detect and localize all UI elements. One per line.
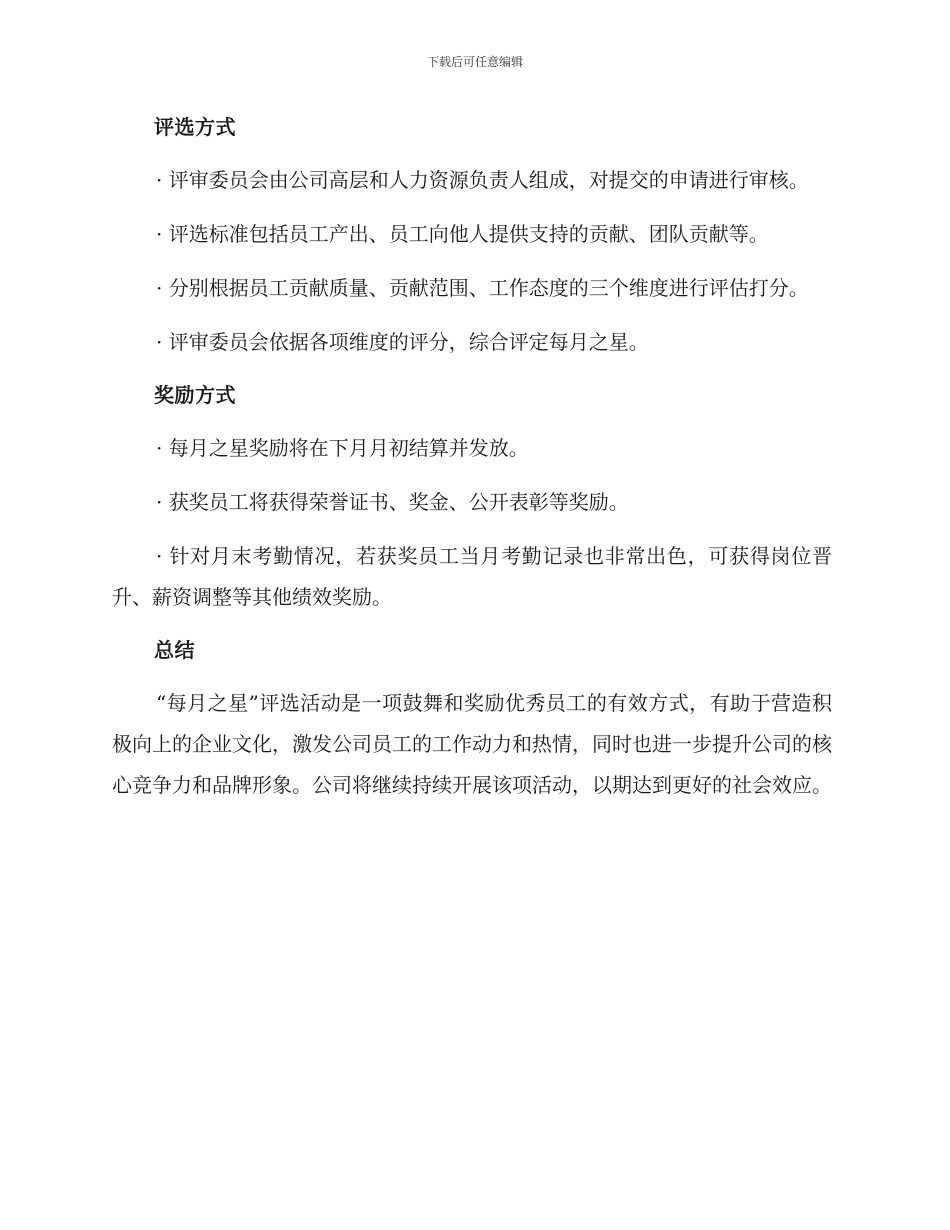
bullet-paragraph: · 分别根据员工贡献质量、贡献范围、工作态度的三个维度进行评估打分。 [156,276,809,300]
summary-paragraph: “每月之星”评选活动是一项鼓舞和奖励优秀员工的有效方式，有助于营造积极向上的企业文化，激发公司员工的工作动力和热情，同时也进一步提升公司的核心竞争力和品牌形象。公司将继续持续开展该项活动，以期达到更好的社会效应。 [112,691,832,797]
bullet-paragraph: · 获奖员工将获得荣誉证书、奖金、公开表彰等奖励。 [156,490,629,514]
bullet-paragraph: · 针对月末考勤情况，若获奖员工当月考勤记录也非常出色，可获得岗位晋升、薪资调整等其他绩效奖励。 [112,544,832,609]
document-body [112,108,832,806]
section-heading-summary: 总结 [154,638,195,662]
section-heading-reward: 奖励方式 [154,383,236,407]
bullet-paragraph: · 每月之星奖励将在下月月初结算并发放。 [156,436,529,460]
bullet-paragraph: · 评审委员会依据各项维度的评分，综合评定每月之星。 [156,330,649,354]
bullet-paragraph: · 评审委员会由公司高层和人力资源负责人组成，对提交的申请进行审核。 [156,168,809,192]
bullet-paragraph: · 评选标准包括员工产出、员工向他人提供支持的贡献、团队贡献等。 [156,222,769,246]
section-heading-selection: 评选方式 [154,115,236,139]
page-header: 下载后可任意编辑 [426,55,523,69]
